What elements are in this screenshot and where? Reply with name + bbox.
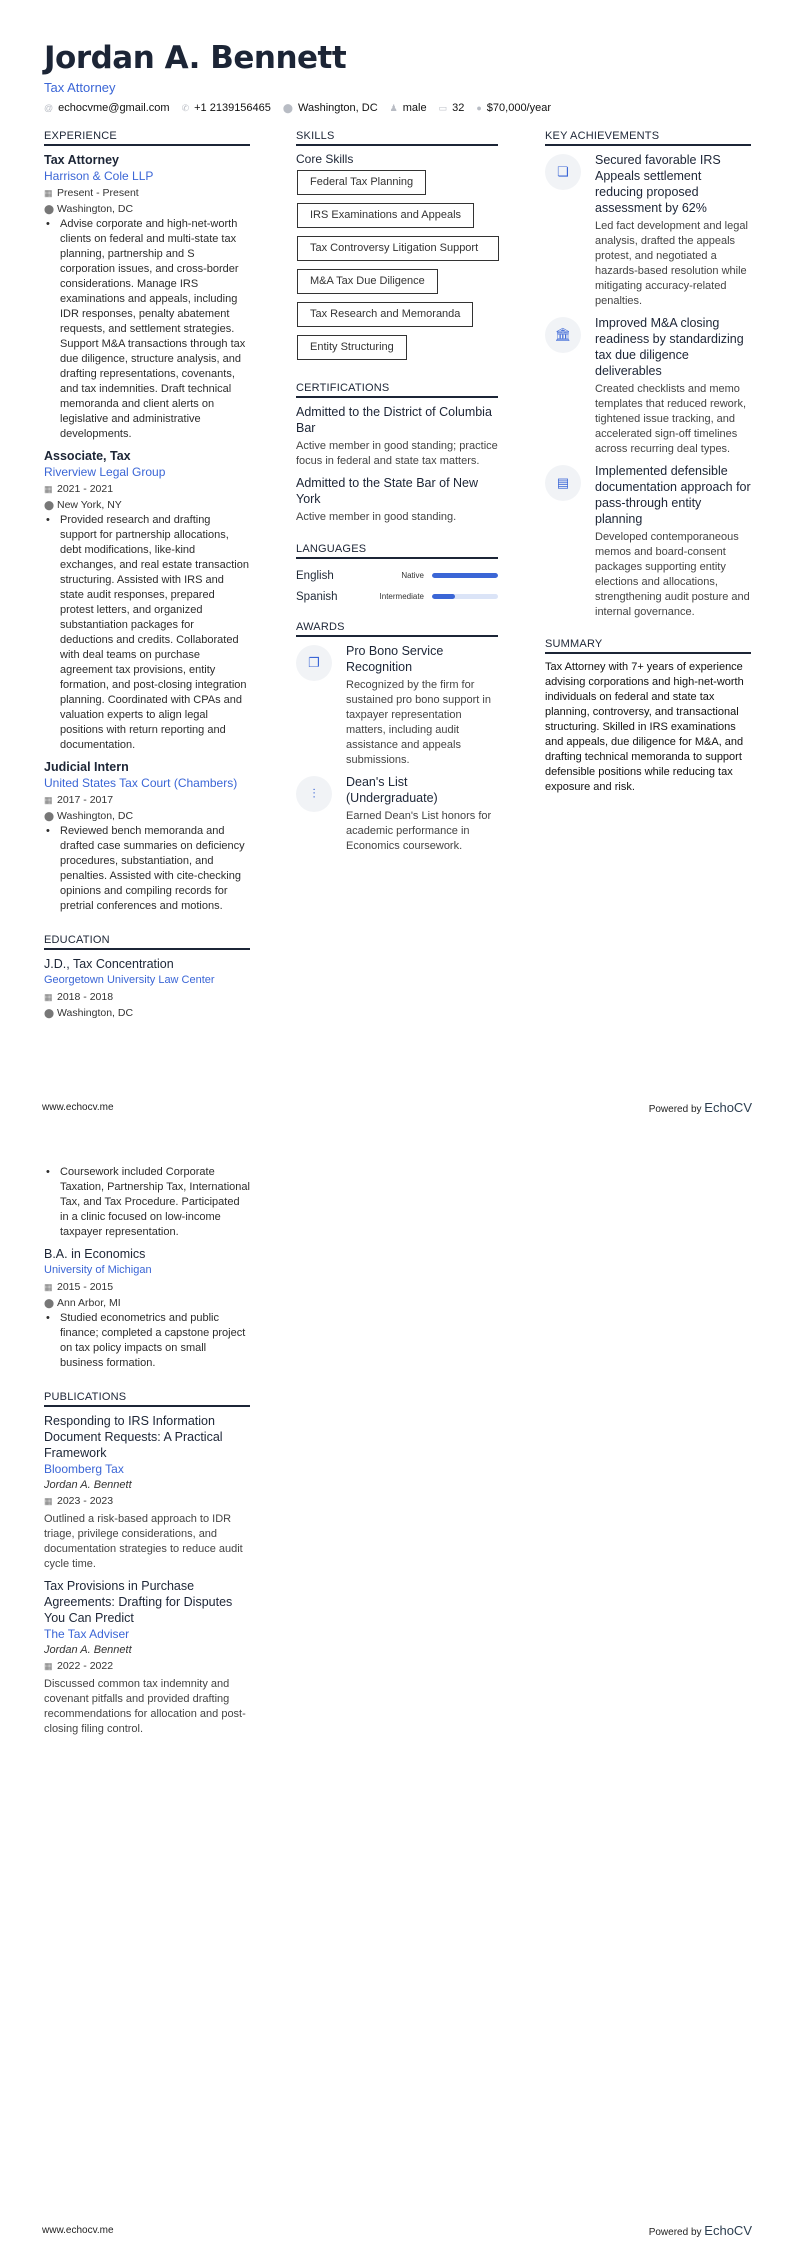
award-desc: Earned Dean's List honors for academic performance in Economics coursework. — [346, 810, 492, 852]
resume-header — [44, 40, 551, 114]
award-item — [296, 774, 498, 854]
powered-by-text: Powered by — [648, 1103, 702, 1115]
dates-text: 2021 - 2021 — [57, 483, 114, 495]
contact-phone — [182, 102, 271, 114]
achievement-desc: Created checklists and memo templates that reduced rework, tightened issue tracking, and accelerated sign-off timelines across recurring deal types. — [595, 383, 747, 455]
candidate-title: Tax Attorney — [44, 80, 116, 95]
calendar-icon: ▦ — [44, 1496, 53, 1506]
dates-text: 2015 - 2015 — [57, 1281, 114, 1293]
publication-item — [44, 1578, 250, 1737]
job-bullet: • Reviewed bench memoranda and drafted case summaries on deficiency procedures, substantiation, and penalties. Assisted with cite-checking opinions and compiling records for pretrial conferences and motions. — [56, 824, 250, 914]
edu-bullet: • Coursework included Corporate Taxation, Partnership Tax, International Tax, and Tax Procedure. Participated in a clinic focused on low-income taxpayer representation. — [56, 1165, 250, 1240]
certification-item — [296, 404, 498, 469]
user-icon: ♟ — [389, 102, 398, 113]
location-icon: ⬤ — [44, 1008, 55, 1018]
dates-text: 2018 - 2018 — [57, 991, 114, 1003]
section-title: SUMMARY — [545, 638, 751, 654]
language-name: English — [296, 569, 334, 582]
calendar-icon: ▦ — [44, 992, 53, 1002]
job-bullet: • Provided research and drafting support for partnership allocations, debt modifications, like-kind exchanges, and real estate transaction structuring. Assisted with IRS and state audit responses, prepared protest letters, and organized substantiation packages for deductions and credits. Collaborated with deal teams on purchase agreement tax provisions, entity formation, and post-closing integration planning. Coordinated with CPAs and valuation experts to align legal positions with return reporting and documentation. — [56, 513, 250, 753]
powered-by-text: Powered by — [648, 2226, 702, 2238]
calendar-icon: ▦ — [44, 188, 53, 198]
skill-group-title: Core Skills — [296, 152, 354, 166]
company-name: United States Tax Court (Chambers) — [44, 776, 238, 790]
certification-desc: Active member in good standing; practice focus in federal and state tax matters. — [296, 440, 498, 467]
calendar-icon: ▦ — [44, 1282, 53, 1292]
calendar-icon: ▦ — [44, 484, 53, 494]
language-level: Native — [401, 571, 424, 580]
achievement-desc: Led fact development and legal analysis, drafted the appeals protest, and negotiated a hazards-based resolution while mitigating accuracy-related penalties. — [595, 220, 748, 307]
location-icon: ⬤ — [44, 811, 55, 821]
brand-logo: EchoCV — [704, 2222, 752, 2238]
award-item — [296, 643, 498, 768]
edu-dates — [44, 989, 250, 1005]
skill-tag: Entity Structuring — [297, 335, 407, 360]
achievement-item — [545, 152, 751, 309]
job-title: Judicial Intern — [44, 760, 129, 774]
job-dates — [44, 481, 250, 497]
powered-by — [649, 1100, 752, 1115]
section-title: LANGUAGES — [296, 543, 498, 559]
archive-icon: ▤ — [545, 465, 581, 501]
section-title: KEY ACHIEVEMENTS — [545, 130, 751, 146]
contact-row — [44, 102, 551, 114]
award-title: Dean's List (Undergraduate) — [346, 775, 438, 805]
calendar-icon: ▦ — [44, 1661, 53, 1671]
location-text: New York, NY — [57, 499, 122, 511]
section-title: EXPERIENCE — [44, 130, 250, 146]
job-location — [44, 808, 250, 824]
section-title: PUBLICATIONS — [44, 1391, 250, 1407]
sliders-icon: ⫶ — [296, 776, 332, 812]
footer-site-link[interactable]: www.echocv.me — [42, 2224, 114, 2236]
publications-section — [44, 1391, 250, 1737]
job-title: Tax Attorney — [44, 153, 120, 167]
job-location — [44, 201, 250, 217]
language-row — [296, 586, 498, 607]
certification-name: Admitted to the District of Columbia Bar — [296, 405, 492, 435]
skill-tag: Tax Research and Memoranda — [297, 302, 473, 327]
skill-tag: Federal Tax Planning — [297, 170, 426, 195]
resume-page-2 — [0, 1123, 794, 2246]
publication-item — [44, 1413, 250, 1572]
location-text: Washington, DC — [57, 203, 134, 215]
contact-location — [283, 102, 378, 114]
education-section — [44, 934, 250, 1021]
language-bar — [432, 594, 498, 599]
achievement-item — [545, 315, 751, 457]
language-bar-fill — [432, 594, 455, 599]
phone-text: +1 2139156465 — [194, 102, 271, 114]
right-column — [545, 130, 751, 809]
location-icon: ⬤ — [44, 1298, 55, 1308]
edu-dates — [44, 1279, 250, 1295]
dates-text: 2023 - 2023 — [57, 1495, 114, 1507]
language-bar-fill — [432, 573, 498, 578]
edu-bullet: • Studied econometrics and public finance; completed a capstone project on tax policy impacts on small business formation. — [56, 1311, 250, 1371]
publisher: Bloomberg Tax — [44, 1462, 124, 1476]
award-title: Pro Bono Service Recognition — [346, 644, 444, 674]
left-column — [44, 130, 250, 1035]
clipboard-check-icon: ❏ — [545, 154, 581, 190]
document-icon: ❐ — [296, 645, 332, 681]
page-footer — [0, 2220, 794, 2240]
publication-title: Responding to IRS Information Document Requests: A Practical Framework — [44, 1414, 223, 1460]
powered-by — [649, 2223, 752, 2238]
language-bar — [432, 573, 498, 578]
section-title: CERTIFICATIONS — [296, 382, 498, 398]
salary-text: $70,000/year — [486, 102, 552, 114]
achievements-section — [545, 130, 751, 620]
achievement-title: Improved M&A closing readiness by standardizing tax due diligence deliverables — [595, 316, 744, 378]
brand-logo: EchoCV — [704, 1099, 752, 1115]
language-name: Spanish — [296, 590, 338, 603]
publication-author: Jordan A. Bennett — [44, 1479, 132, 1491]
email-text: echocvme@gmail.com — [58, 102, 170, 114]
experience-item — [44, 759, 250, 914]
calendar-icon: ▦ — [44, 795, 53, 805]
certifications-section — [296, 382, 498, 525]
publication-author: Jordan A. Bennett — [44, 1644, 132, 1656]
location-text: Ann Arbor, MI — [57, 1297, 121, 1309]
job-location — [44, 497, 250, 513]
certification-item — [296, 475, 498, 525]
degree: J.D., Tax Concentration — [44, 957, 174, 971]
money-icon: ● — [476, 103, 482, 113]
achievement-title: Secured favorable IRS Appeals settlement reducing proposed assessment by 62% — [595, 153, 721, 215]
certification-name: Admitted to the State Bar of New York — [296, 476, 479, 506]
edu-location — [44, 1005, 250, 1021]
gender-text: male — [402, 102, 427, 114]
publication-dates — [44, 1493, 250, 1509]
skill-tag: IRS Examinations and Appeals — [297, 203, 474, 228]
school-name: Georgetown University Law Center — [44, 974, 215, 986]
location-text: Washington, DC — [297, 102, 378, 114]
achievement-title: Implemented defensible documentation approach for pass-through entity planning — [595, 464, 751, 526]
contact-salary — [476, 102, 551, 114]
dates-text: Present - Present — [57, 187, 139, 199]
section-title: EDUCATION — [44, 934, 250, 950]
age-text: 32 — [452, 102, 465, 114]
education-section-continued — [44, 1165, 250, 1371]
location-icon: ⬤ — [44, 500, 55, 510]
skills-section — [296, 130, 498, 368]
publication-dates — [44, 1658, 250, 1674]
achievement-desc: Developed contemporaneous memos and board-consent packages supporting entity elections and allocations, strengthening audit posture and internal governance. — [595, 531, 750, 618]
degree: B.A. in Economics — [44, 1247, 146, 1261]
experience-item — [44, 448, 250, 753]
job-title: Associate, Tax — [44, 449, 131, 463]
education-item — [44, 956, 250, 1021]
section-title: AWARDS — [296, 621, 498, 637]
school-name: University of Michigan — [44, 1264, 152, 1276]
awards-section — [296, 621, 498, 854]
experience-item — [44, 152, 250, 442]
publication-desc: Discussed common tax indemnity and covenant pitfalls and provided drafting recommendations for allocation and post-closing filing control. — [44, 1678, 246, 1735]
edu-location — [44, 1295, 250, 1311]
section-title: SKILLS — [296, 130, 498, 146]
location-icon: ⬤ — [44, 204, 55, 214]
summary-section — [545, 638, 751, 795]
award-desc: Recognized by the firm for sustained pro bono support in taxpayer representation matters, including audit assistance and appeals submissions. — [346, 679, 491, 766]
contact-email — [44, 102, 170, 114]
location-text: Washington, DC — [57, 1007, 134, 1019]
phone-icon: ✆ — [181, 102, 190, 113]
summary-text: Tax Attorney with 7+ years of experience advising corporations and high-net-worth individuals on federal and state tax planning, controversy, and transactional structuring. Skilled in IRS examinations and appeals, due diligence for M&A, and drafting technical memoranda to support defensible positions while reducing tax exposure and risk. — [545, 661, 744, 793]
dates-text: 2017 - 2017 — [57, 794, 114, 806]
page-footer — [0, 1097, 794, 1117]
education-item — [44, 1165, 250, 1240]
location-text: Washington, DC — [57, 810, 134, 822]
skill-tag: M&A Tax Due Diligence — [297, 269, 438, 294]
company-name: Harrison & Cole LLP — [44, 169, 154, 183]
job-dates — [44, 792, 250, 808]
location-icon: ⬤ — [282, 102, 293, 113]
language-row — [296, 565, 498, 586]
at-icon: @ — [44, 103, 54, 113]
contact-gender — [390, 102, 427, 114]
job-bullet: • Advise corporate and high-net-worth clients on federal and multi-state tax planning, partnership and S corporation issues, and cross-border considerations. Manage IRS examinations and appeals, including IDR responses, penalty abatement requests, and settlement strategies. Support M&A transactions through tax due diligence, structure analysis, and drafting representations, covenants, and tax indemnities. Draft technical memoranda and client alerts on legislative and administrative developments. — [56, 217, 250, 442]
candidate-name: Jordan A. Bennett — [44, 40, 347, 76]
bank-icon: 🏛 — [545, 317, 581, 353]
certification-desc: Active member in good standing. — [296, 511, 457, 523]
footer-site-link[interactable]: www.echocv.me — [42, 1101, 114, 1113]
publisher: The Tax Adviser — [44, 1627, 130, 1641]
education-item — [44, 1246, 250, 1371]
company-name: Riverview Legal Group — [44, 465, 166, 479]
languages-section — [296, 543, 498, 607]
contact-age — [439, 102, 465, 114]
language-level: Intermediate — [379, 592, 424, 601]
job-dates — [44, 185, 250, 201]
experience-section — [44, 130, 250, 914]
achievement-item — [545, 463, 751, 620]
skill-tag: Tax Controversy Litigation Support — [297, 236, 499, 261]
publication-title: Tax Provisions in Purchase Agreements: Drafting for Disputes You Can Predict — [44, 1579, 233, 1625]
left-column — [44, 1165, 250, 1751]
calendar-icon: ▭ — [438, 102, 448, 113]
publication-desc: Outlined a risk-based approach to IDR triage, privilege considerations, and documentation strategies to reduce audit cycle time. — [44, 1513, 243, 1570]
middle-column — [296, 130, 498, 868]
dates-text: 2022 - 2022 — [57, 1660, 114, 1672]
